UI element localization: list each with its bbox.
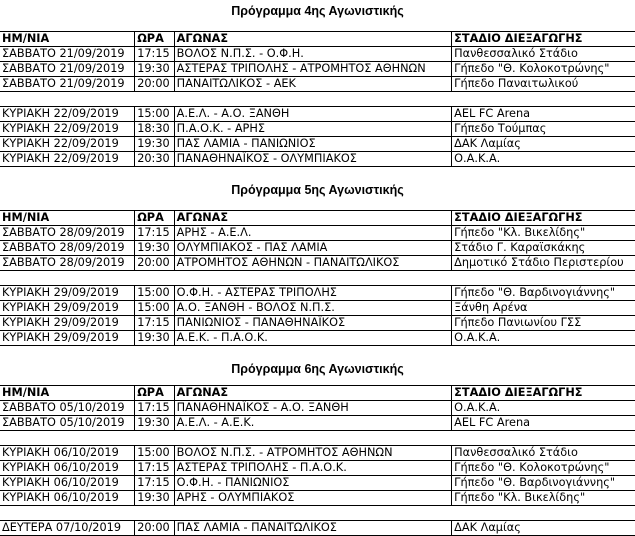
header-match-cell: ΑΓΩΝΑΣ xyxy=(174,32,451,47)
date-cell: ΚΥΡΙΑΚΗ 06/10/2019 xyxy=(0,446,135,461)
match-cell: Α.Ε.Λ. - Α.Ε.Κ. xyxy=(174,416,451,431)
time-cell: 20:00 xyxy=(135,256,174,271)
time-cell: 20:00 xyxy=(135,77,174,92)
stadium-cell: Γήπεδο "Θ. Βαρδινογιάννης" xyxy=(452,476,635,491)
date-cell: ΣΑΒΒΑΤΟ 21/09/2019 xyxy=(0,77,135,92)
match-cell: ΑΣΤΕΡΑΣ ΤΡΙΠΟΛΗΣ - ΑΤΡΟΜΗΤΟΣ ΑΘΗΝΩΝ xyxy=(174,62,451,77)
spacer-cell xyxy=(0,506,635,521)
time-cell: 17:15 xyxy=(135,476,174,491)
date-cell: ΚΥΡΙΑΚΗ 06/10/2019 xyxy=(0,461,135,476)
stadium-cell: AEL FC Arena xyxy=(452,107,635,122)
match-cell: ΠΑΝΑΙΤΩΛΙΚΟΣ - ΑΕΚ xyxy=(174,77,451,92)
match-cell: ΠΑΝΑΘΗΝΑΪΚΟΣ - Α.Ο. ΞΑΝΘΗ xyxy=(174,401,451,416)
schedule-table xyxy=(0,210,635,346)
time-cell: 17:15 xyxy=(135,47,174,62)
header-row xyxy=(0,211,635,226)
stadium-cell: ΔΑΚ Λαμίας xyxy=(452,137,635,152)
date-cell: ΚΥΡΙΑΚΗ 29/09/2019 xyxy=(0,331,135,346)
match-cell: Ο.Φ.Η. - ΑΣΤΕΡΑΣ ΤΡΙΠΟΛΗΣ xyxy=(174,286,451,301)
header-time-cell: ΩΡΑ xyxy=(135,32,174,47)
stadium-cell: Πανθεσσαλικό Στάδιο xyxy=(452,446,635,461)
time-cell: 15:00 xyxy=(135,286,174,301)
header-stadium-cell: ΣΤΑΔΙΟ ΔΙΕΞΑΓΩΓΗΣ xyxy=(452,32,635,47)
stadium-cell: Γήπεδο "Θ. Κολοκοτρώνης" xyxy=(452,62,635,77)
date-cell: ΚΥΡΙΑΚΗ 06/10/2019 xyxy=(0,476,135,491)
stadium-cell: Ο.Α.Κ.Α. xyxy=(452,401,635,416)
table-row xyxy=(0,301,635,316)
table-row xyxy=(0,316,635,331)
table-row xyxy=(0,62,635,77)
header-row xyxy=(0,32,635,47)
match-cell: ΠΑΝΑΘΗΝΑΪΚΟΣ - ΟΛΥΜΠΙΑΚΟΣ xyxy=(174,152,451,167)
table-row xyxy=(0,107,635,122)
match-cell: Π.Α.Ο.Κ. - ΑΡΗΣ xyxy=(174,122,451,137)
round-title: Πρόγραμμα 4ης Αγωνιστικής xyxy=(231,4,404,18)
table-row xyxy=(0,77,635,92)
date-cell: ΚΥΡΙΑΚΗ 29/09/2019 xyxy=(0,301,135,316)
spacer-cell xyxy=(0,271,635,286)
table-row xyxy=(0,122,635,137)
header-row xyxy=(0,386,635,401)
date-cell: ΚΥΡΙΑΚΗ 29/09/2019 xyxy=(0,316,135,331)
match-cell: ΑΡΗΣ - ΟΛΥΜΠΙΑΚΟΣ xyxy=(174,491,451,506)
header-time-cell: ΩΡΑ xyxy=(135,211,174,226)
time-cell: 19:30 xyxy=(135,416,174,431)
date-cell: ΣΑΒΒΑΤΟ 21/09/2019 xyxy=(0,62,135,77)
header-stadium-cell: ΣΤΑΔΙΟ ΔΙΕΞΑΓΩΓΗΣ xyxy=(452,386,635,401)
stadium-cell: Γήπεδο Παναιτωλικού xyxy=(452,77,635,92)
date-cell: ΚΥΡΙΑΚΗ 22/09/2019 xyxy=(0,107,135,122)
spacer-cell xyxy=(0,431,635,446)
stadium-cell: Γήπεδο "Κλ. Βικελίδης" xyxy=(452,226,635,241)
match-cell: ΒΟΛΟΣ Ν.Π.Σ. - ΑΤΡΟΜΗΤΟΣ ΑΘΗΝΩΝ xyxy=(174,446,451,461)
time-cell: 19:30 xyxy=(135,331,174,346)
schedule-table xyxy=(0,31,635,167)
time-cell: 19:30 xyxy=(135,491,174,506)
table-row xyxy=(0,476,635,491)
spacer-row xyxy=(0,431,635,446)
stadium-cell: AEL FC Arena xyxy=(452,416,635,431)
spacer-row xyxy=(0,271,635,286)
stadium-cell: Ο.Α.Κ.Α. xyxy=(452,152,635,167)
date-cell: ΣΑΒΒΑΤΟ 28/09/2019 xyxy=(0,256,135,271)
stadium-cell: Γήπεδο "Θ. Κολοκοτρώνης" xyxy=(452,461,635,476)
header-date-cell: ΗΜ/ΝΙΑ xyxy=(0,386,135,401)
match-cell: Ο.Φ.Η. - ΠΑΝΙΩΝΙΟΣ xyxy=(174,476,451,491)
stadium-cell: Ο.Α.Κ.Α. xyxy=(452,331,635,346)
time-cell: 19:30 xyxy=(135,62,174,77)
header-match-cell: ΑΓΩΝΑΣ xyxy=(174,386,451,401)
match-cell: ΠΑΝΙΩΝΙΟΣ - ΠΑΝΑΘΗΝΑΪΚΟΣ xyxy=(174,316,451,331)
time-cell: 15:00 xyxy=(135,107,174,122)
header-stadium-cell: ΣΤΑΔΙΟ ΔΙΕΞΑΓΩΓΗΣ xyxy=(452,211,635,226)
date-cell: ΔΕΥΤΕΡΑ 07/10/2019 xyxy=(0,521,135,536)
schedule-table xyxy=(0,385,635,536)
match-cell: ΑΤΡΟΜΗΤΟΣ ΑΘΗΝΩΝ - ΠΑΝΑΙΤΩΛΙΚΟΣ xyxy=(174,256,451,271)
table-row xyxy=(0,401,635,416)
date-cell: ΚΥΡΙΑΚΗ 29/09/2019 xyxy=(0,286,135,301)
time-cell: 18:30 xyxy=(135,122,174,137)
stadium-cell: Γήπεδο "Κλ. Βικελίδης" xyxy=(452,491,635,506)
match-cell: ΠΑΣ ΛΑΜΙΑ - ΠΑΝΙΩΝΙΟΣ xyxy=(174,137,451,152)
date-cell: ΣΑΒΒΑΤΟ 05/10/2019 xyxy=(0,416,135,431)
table-row xyxy=(0,521,635,536)
time-cell: 17:15 xyxy=(135,226,174,241)
stadium-cell: Γήπεδο Πανιωνίου ΓΣΣ xyxy=(452,316,635,331)
stadium-cell: Πανθεσσαλικό Στάδιο xyxy=(452,47,635,62)
round-title: Πρόγραμμα 5ης Αγωνιστικής xyxy=(231,183,404,197)
date-cell: ΚΥΡΙΑΚΗ 22/09/2019 xyxy=(0,152,135,167)
stadium-cell: Ξάνθη Αρένα xyxy=(452,301,635,316)
table-row xyxy=(0,256,635,271)
stadium-cell: ΔΑΚ Λαμίας xyxy=(452,521,635,536)
date-cell: ΚΥΡΙΑΚΗ 22/09/2019 xyxy=(0,122,135,137)
time-cell: 20:00 xyxy=(135,521,174,536)
time-cell: 15:00 xyxy=(135,301,174,316)
stadium-cell: Δημοτικό Στάδιο Περιστερίου xyxy=(452,256,635,271)
table-row xyxy=(0,226,635,241)
spacer-cell xyxy=(0,92,635,107)
time-cell: 19:30 xyxy=(135,137,174,152)
match-cell: Α.Ε.Λ. - Α.Ο. ΞΑΝΘΗ xyxy=(174,107,451,122)
match-cell: ΑΡΗΣ - Α.Ε.Λ. xyxy=(174,226,451,241)
stadium-cell: Γήπεδο "Θ. Βαρδινογιάννης" xyxy=(452,286,635,301)
table-row xyxy=(0,241,635,256)
time-cell: 15:00 xyxy=(135,446,174,461)
round-title: Πρόγραμμα 6ης Αγωνιστικής xyxy=(231,362,404,376)
date-cell: ΣΑΒΒΑΤΟ 28/09/2019 xyxy=(0,241,135,256)
time-cell: 17:15 xyxy=(135,461,174,476)
table-row xyxy=(0,461,635,476)
time-cell: 17:15 xyxy=(135,401,174,416)
table-row xyxy=(0,286,635,301)
date-cell: ΣΑΒΒΑΤΟ 21/09/2019 xyxy=(0,47,135,62)
header-date-cell: ΗΜ/ΝΙΑ xyxy=(0,211,135,226)
match-cell: ΒΟΛΟΣ Ν.Π.Σ. - Ο.Φ.Η. xyxy=(174,47,451,62)
table-row xyxy=(0,416,635,431)
date-cell: ΚΥΡΙΑΚΗ 06/10/2019 xyxy=(0,491,135,506)
date-cell: ΣΑΒΒΑΤΟ 05/10/2019 xyxy=(0,401,135,416)
match-cell: ΑΣΤΕΡΑΣ ΤΡΙΠΟΛΗΣ - Π.Α.Ο.Κ. xyxy=(174,461,451,476)
match-cell: Α.Ε.Κ. - Π.Α.Ο.Κ. xyxy=(174,331,451,346)
time-cell: 19:30 xyxy=(135,241,174,256)
header-date-cell: ΗΜ/ΝΙΑ xyxy=(0,32,135,47)
table-row xyxy=(0,137,635,152)
date-cell: ΣΑΒΒΑΤΟ 28/09/2019 xyxy=(0,226,135,241)
table-row xyxy=(0,47,635,62)
table-row xyxy=(0,446,635,461)
time-cell: 20:30 xyxy=(135,152,174,167)
match-cell: ΟΛΥΜΠΙΑΚΟΣ - ΠΑΣ ΛΑΜΙΑ xyxy=(174,241,451,256)
date-cell: ΚΥΡΙΑΚΗ 22/09/2019 xyxy=(0,137,135,152)
stadium-cell: Στάδιο Γ. Καραϊσκάκης xyxy=(452,241,635,256)
table-row xyxy=(0,491,635,506)
spacer-row xyxy=(0,506,635,521)
header-time-cell: ΩΡΑ xyxy=(135,386,174,401)
match-cell: Α.Ο. ΞΑΝΘΗ - ΒΟΛΟΣ Ν.Π.Σ. xyxy=(174,301,451,316)
table-row xyxy=(0,152,635,167)
match-cell: ΠΑΣ ΛΑΜΙΑ - ΠΑΝΑΙΤΩΛΙΚΟΣ xyxy=(174,521,451,536)
stadium-cell: Γήπεδο Τούμπας xyxy=(452,122,635,137)
table-row xyxy=(0,331,635,346)
header-match-cell: ΑΓΩΝΑΣ xyxy=(174,211,451,226)
spacer-row xyxy=(0,92,635,107)
time-cell: 17:15 xyxy=(135,316,174,331)
